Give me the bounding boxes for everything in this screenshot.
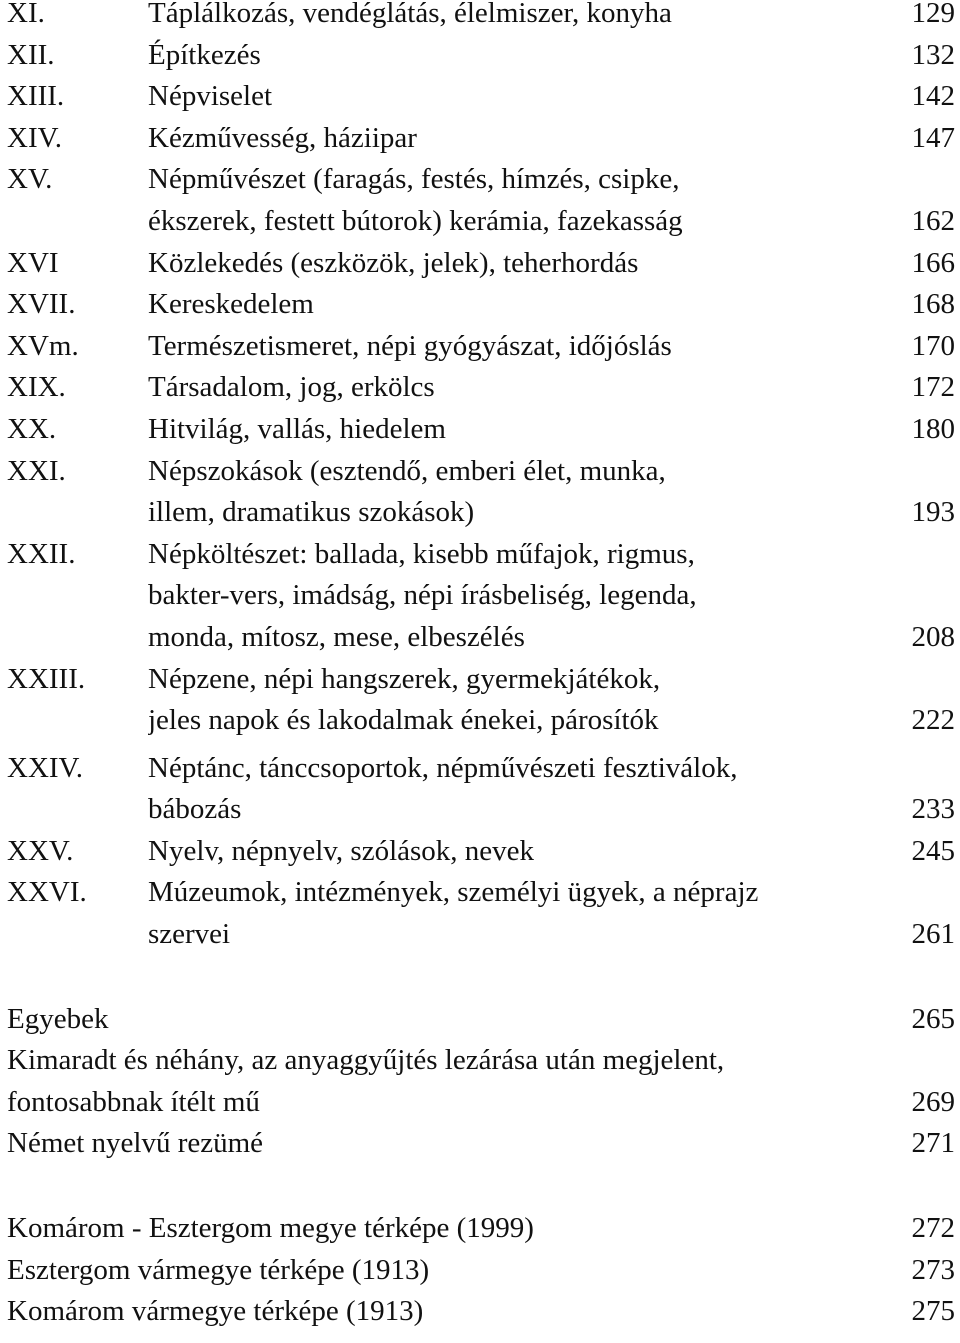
entry-title: Közlekedés (eszközök, jelek), teherhordás	[148, 246, 639, 279]
toc-line	[7, 659, 955, 701]
chapter-entry	[7, 284, 955, 326]
page-number: 272	[911, 1212, 955, 1245]
chapter-entry	[7, 872, 955, 955]
entry-title: Népköltészet: ballada, kisebb műfajok, rigmus,	[148, 537, 695, 570]
toc-line	[7, 0, 955, 35]
entry-title: Komárom vármegye térképe (1913)	[7, 1295, 424, 1328]
page-number: 275	[911, 1295, 955, 1328]
toc-line	[7, 1040, 955, 1082]
entry-title: Esztergom vármegye térképe (1913)	[7, 1253, 430, 1286]
toc-line	[7, 914, 955, 956]
entry-title: Táplálkozás, vendéglátás, élelmiszer, konyha	[148, 0, 672, 29]
chapter-entry	[7, 367, 955, 409]
entry-title: illem, dramatikus szokások)	[148, 496, 475, 529]
page-number: 193	[911, 496, 955, 529]
entry-title: Kereskedelem	[148, 288, 314, 321]
entry-title: jeles napok és lakodalmak énekei, párosítók	[148, 704, 659, 737]
chapter-number: XVI	[7, 246, 59, 279]
chapter-list	[7, 0, 955, 956]
chapter-number: XXI.	[7, 454, 66, 487]
appendix-entry	[7, 1123, 955, 1165]
toc-line	[7, 326, 955, 368]
chapter-entry	[7, 409, 955, 451]
page-number: 222	[911, 704, 955, 737]
page-number: 265	[911, 1002, 955, 1035]
entry-title: ékszerek, festett bútorok) kerámia, fazekasság	[148, 204, 683, 237]
chapter-entry	[7, 534, 955, 659]
toc-line	[7, 492, 955, 534]
entry-title: Népművészet (faragás, festés, hímzés, csipke,	[148, 163, 680, 196]
toc-line	[7, 700, 955, 742]
toc-line	[7, 451, 955, 493]
toc-line	[7, 76, 955, 118]
toc-line	[7, 575, 955, 617]
section-spacer	[7, 1165, 955, 1208]
entry-title: Hitvilág, vallás, hiedelem	[148, 412, 446, 445]
page-number: 168	[911, 288, 955, 321]
chapter-number: XXII.	[7, 537, 76, 570]
chapter-number	[7, 914, 148, 956]
chapter-entry	[7, 451, 955, 534]
chapter-number: XII.	[7, 38, 55, 71]
chapter-number: XXVI.	[7, 876, 87, 909]
entry-title: Építkezés	[148, 38, 261, 71]
entry-title: Egyebek	[7, 1002, 109, 1035]
entry-title: Kézművesség, háziipar	[148, 121, 417, 154]
toc-line	[7, 201, 955, 243]
toc-line	[7, 748, 955, 790]
entry-title: Kimaradt és néhány, az anyaggyűjtés lezárása után megjelent,	[7, 1044, 725, 1077]
toc-line	[7, 367, 955, 409]
entry-title: Múzeumok, intézmények, személyi ügyek, a néprajz	[148, 876, 759, 909]
page-number: 269	[911, 1085, 955, 1118]
chapter-number: XX.	[7, 412, 57, 445]
toc-line	[7, 35, 955, 77]
page-number	[895, 659, 955, 701]
entry-title: Népszokások (esztendő, emberi élet, munka,	[148, 454, 666, 487]
page-number: 172	[911, 371, 955, 404]
page-number	[895, 575, 955, 617]
chapter-number	[7, 700, 148, 742]
toc-line	[7, 1123, 955, 1165]
toc-line	[7, 999, 955, 1041]
page-number	[895, 1040, 955, 1082]
page-number: 142	[911, 80, 955, 113]
chapter-number: XV.	[7, 163, 53, 196]
page-number	[895, 451, 955, 493]
entry-title: Társadalom, jog, erkölcs	[148, 371, 435, 404]
chapter-number	[7, 617, 148, 659]
chapter-number: XI.	[7, 0, 45, 29]
chapter-number: XIV.	[7, 121, 63, 154]
chapter-entry	[7, 76, 955, 118]
appendix-entry	[7, 999, 955, 1041]
toc-line	[7, 159, 955, 201]
map-entry	[7, 1250, 955, 1292]
page-number: 261	[911, 918, 955, 951]
toc-line	[7, 1291, 955, 1333]
page-number: 147	[911, 121, 955, 154]
appendix-entry	[7, 1040, 955, 1123]
chapter-number	[7, 575, 148, 617]
chapter-entry	[7, 243, 955, 285]
toc-line	[7, 1208, 955, 1250]
section-spacer	[7, 956, 955, 999]
page-number: 129	[911, 0, 955, 29]
page-number: 180	[911, 412, 955, 445]
entry-title: bakter-vers, imádság, népi írásbeliség, legenda,	[148, 579, 697, 612]
page-number	[895, 534, 955, 576]
page-number: 208	[911, 620, 955, 653]
page-number: 132	[911, 38, 955, 71]
entry-title: Természetismeret, népi gyógyászat, időjóslás	[148, 329, 672, 362]
chapter-entry	[7, 0, 955, 35]
chapter-number	[7, 492, 148, 534]
page-number: 245	[911, 834, 955, 867]
page-number: 271	[911, 1127, 955, 1160]
page-number: 233	[911, 793, 955, 826]
entry-title: bábozás	[148, 793, 242, 826]
entry-title: Komárom - Esztergom megye térképe (1999)	[7, 1212, 534, 1245]
toc-line	[7, 872, 955, 914]
chapter-entry	[7, 659, 955, 742]
chapter-entry	[7, 159, 955, 242]
appendix-list	[7, 999, 955, 1165]
page-number: 166	[911, 246, 955, 279]
chapter-entry	[7, 748, 955, 831]
chapter-entry	[7, 831, 955, 873]
entry-title: Népviselet	[148, 80, 273, 113]
toc-line	[7, 617, 955, 659]
page-number	[895, 159, 955, 201]
toc-line	[7, 534, 955, 576]
entry-title: fontosabbnak ítélt mű	[7, 1085, 260, 1118]
entry-title: Nyelv, népnyelv, szólások, nevek	[148, 834, 535, 867]
toc-line	[7, 409, 955, 451]
page-number: 170	[911, 329, 955, 362]
toc-line	[7, 1250, 955, 1292]
chapter-number: XVII.	[7, 288, 76, 321]
chapter-number: XXIV.	[7, 751, 83, 784]
toc-line	[7, 1082, 955, 1124]
entry-title: monda, mítosz, mese, elbeszélés	[148, 620, 525, 653]
page-number: 273	[911, 1253, 955, 1286]
page-number	[895, 748, 955, 790]
map-entry	[7, 1291, 955, 1333]
toc-line	[7, 284, 955, 326]
chapter-number	[7, 201, 148, 243]
chapter-entry	[7, 35, 955, 77]
entry-title: Német nyelvű rezümé	[7, 1127, 264, 1160]
page-number	[895, 872, 955, 914]
chapter-number: XVm.	[7, 329, 79, 362]
table-of-contents	[7, 0, 955, 1333]
map-list	[7, 1208, 955, 1333]
chapter-number: XIII.	[7, 80, 65, 113]
toc-line	[7, 243, 955, 285]
entry-title: Népzene, népi hangszerek, gyermekjátékok,	[148, 662, 661, 695]
entry-title: Néptánc, tánccsoportok, népművészeti fesztiválok,	[148, 751, 738, 784]
map-entry	[7, 1208, 955, 1250]
chapter-number: XIX.	[7, 371, 66, 404]
chapter-entry	[7, 326, 955, 368]
chapter-number: XXIII.	[7, 662, 86, 695]
chapter-number	[7, 789, 148, 831]
toc-line	[7, 789, 955, 831]
chapter-entry	[7, 118, 955, 160]
chapter-number: XXV.	[7, 834, 74, 867]
toc-line	[7, 118, 955, 160]
entry-title: szervei	[148, 918, 231, 951]
page-number: 162	[911, 204, 955, 237]
toc-line	[7, 831, 955, 873]
